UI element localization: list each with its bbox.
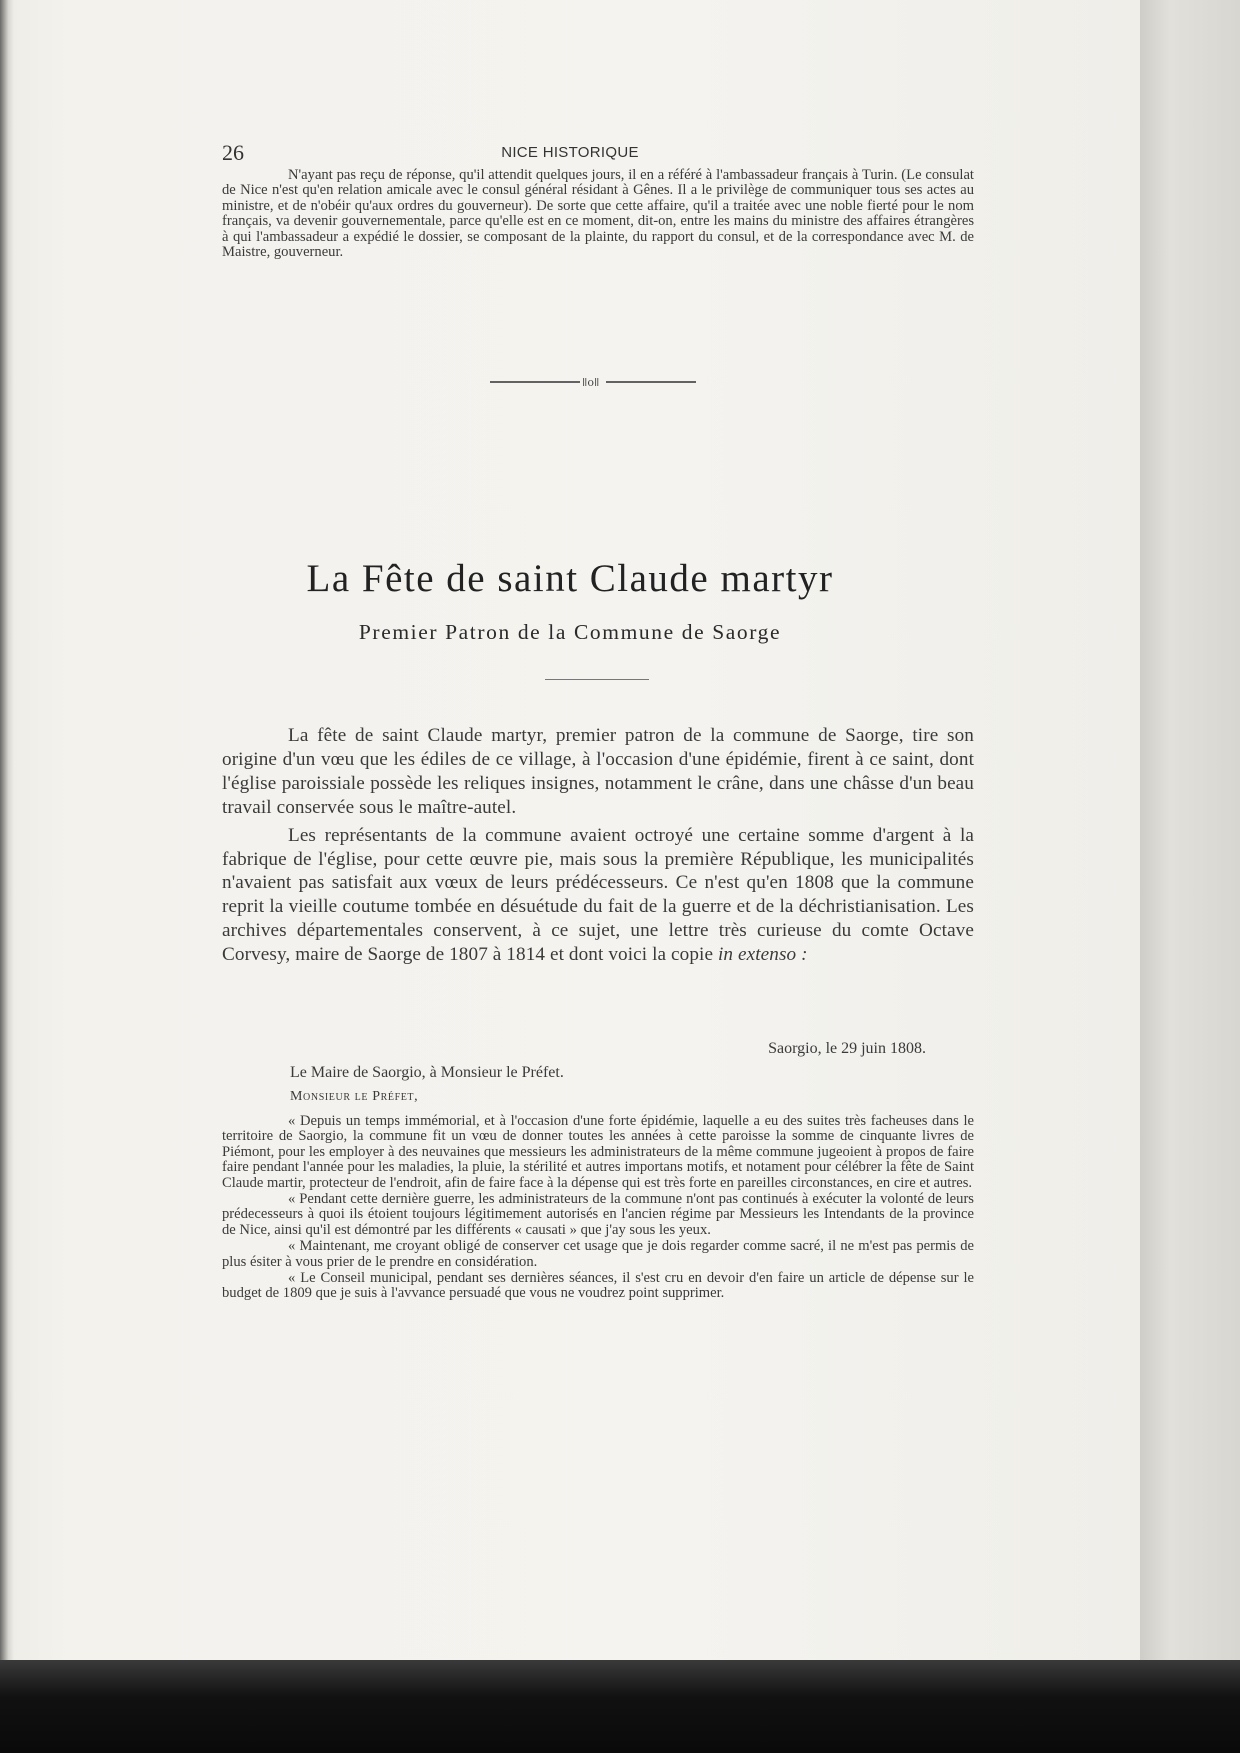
top-paragraph: N'ayant pas reçu de réponse, qu'il attendit quelques jours, il en a référé à l'ambassadeur français à Turin. (Le consulat de Nice n'est qu'en relation amicale avec le consul général résidant à Gênes. Il a le privilège de communiquer tous ses actes au ministre, et de n'obéir qu'aux ordres du gouverneur). De sorte que cette affaire, qu'il a traitée avec une noble fierté pour le nom français, va devenir gouvernementale, parce qu'elle est en ce moment, dit-on, entre les mains du ministre des affaires étrangères à qui l'ambassadeur a expédié le dossier, se composant de la plainte, du rapport du consul, et de la correspondance avec M. de Maistre, gouverneur. (222, 167, 974, 261)
title-rule (545, 679, 649, 680)
running-head: NICE HISTORIQUE (501, 144, 639, 161)
page-binding-edge (0, 0, 14, 1660)
letter-body (222, 1114, 974, 1302)
letter-paragraph: « Pendant cette dernière guerre, les administrateurs de la commune n'ont pas continués à exécuter la volonté de leurs prédecesseurs à quoi ils étoient toujours légitimement autorisés en l'ancien régime par Messieurs les Intendants de la province de Nice, ainsi qu'il est démontré par les différents « causati » que j'ay sous les yeux. (222, 1191, 974, 1238)
adjacent-page-edge (1140, 0, 1240, 1660)
section-divider-ornament (490, 376, 700, 388)
letter-dateline: Saorgio, le 29 juin 1808. (768, 1040, 926, 1057)
article-paragraph-2 (222, 824, 974, 967)
page-number: 26 (222, 140, 244, 165)
letter-paragraph: « Maintenant, me croyant obligé de conserver cet usage que je dois regarder comme sacré, il ne m'est pas permis de plus ésiter à vous prier de le prendre en considération. (222, 1238, 974, 1270)
previous-article-ending (222, 168, 974, 260)
letter-salutation: Monsieur le Préfet, (290, 1089, 419, 1104)
letter-address: Le Maire de Saorgio, à Monsieur le Préfet. (290, 1064, 564, 1081)
article-subtitle: Premier Patron de la Commune de Saorge (358, 620, 782, 644)
in-extenso-phrase: in extenso : (718, 944, 808, 966)
letter-paragraph: « Le Conseil municipal, pendant ses dernières séances, il s'est cru en devoir d'en faire un article de dépense sur le budget de 1809 que je suis à l'avvance persuadé que vous ne voudrez point supprimer. (222, 1270, 974, 1302)
letter-paragraph: « Depuis un temps immémorial, et à l'occasion d'une forte épidémie, laquelle a eu des suites très facheuses dans le territoire de Saorgio, la commune fit un vœu de donner toutes les années à cette paroisse la somme de cinquante livres de Piémont, pour les employer à des neuvaines que messieurs les administrateurs de la même commune jugeoient à propos de faire faire pendant l'année pour les maladies, la pluie, la stérilité et autres importans motifs, et notament pour célébrer la fête de Saint Claude martir, protecteur de l'endroit, afin de faire face à la dépense qui est très forte en pareilles circonstances, en cire et autres. (222, 1113, 974, 1191)
article-title: La Fête de saint Claude martyr (306, 557, 834, 600)
article-paragraph-1: La fête de saint Claude martyr, premier patron de la commune de Saorge, tire son origine d'un vœu que les édiles de ce village, à l'occasion d'une épidémie, firent à ce saint, dont l'église paroissiale possède les reliques insignes, notamment le crâne, dans une châsse d'un beau travail conservée sous le maître-autel. (222, 725, 974, 818)
scanner-background (0, 1660, 1240, 1753)
article-body (222, 724, 974, 967)
svg-text:ǁoǁ: ǁoǁ (582, 376, 600, 388)
article-paragraph-2-text: Les représentants de la commune avaient octroyé une certaine somme d'argent à la fabrique de l'église, pour cette œuvre pie, mais sous la première République, les municipalités n'avaient pas satisfait aux vœux de leurs prédécesseurs. Ce n'est qu'en 1808 que la commune reprit la vieille coutume tombée en désuétude du fait de la guerre et de la déchristianisation. Les archives départementales conservent, à ce sujet, une lettre très curieuse du comte Octave Corvesy, maire de Saorge de 1807 à 1814 et dont voici la copie (222, 824, 974, 966)
